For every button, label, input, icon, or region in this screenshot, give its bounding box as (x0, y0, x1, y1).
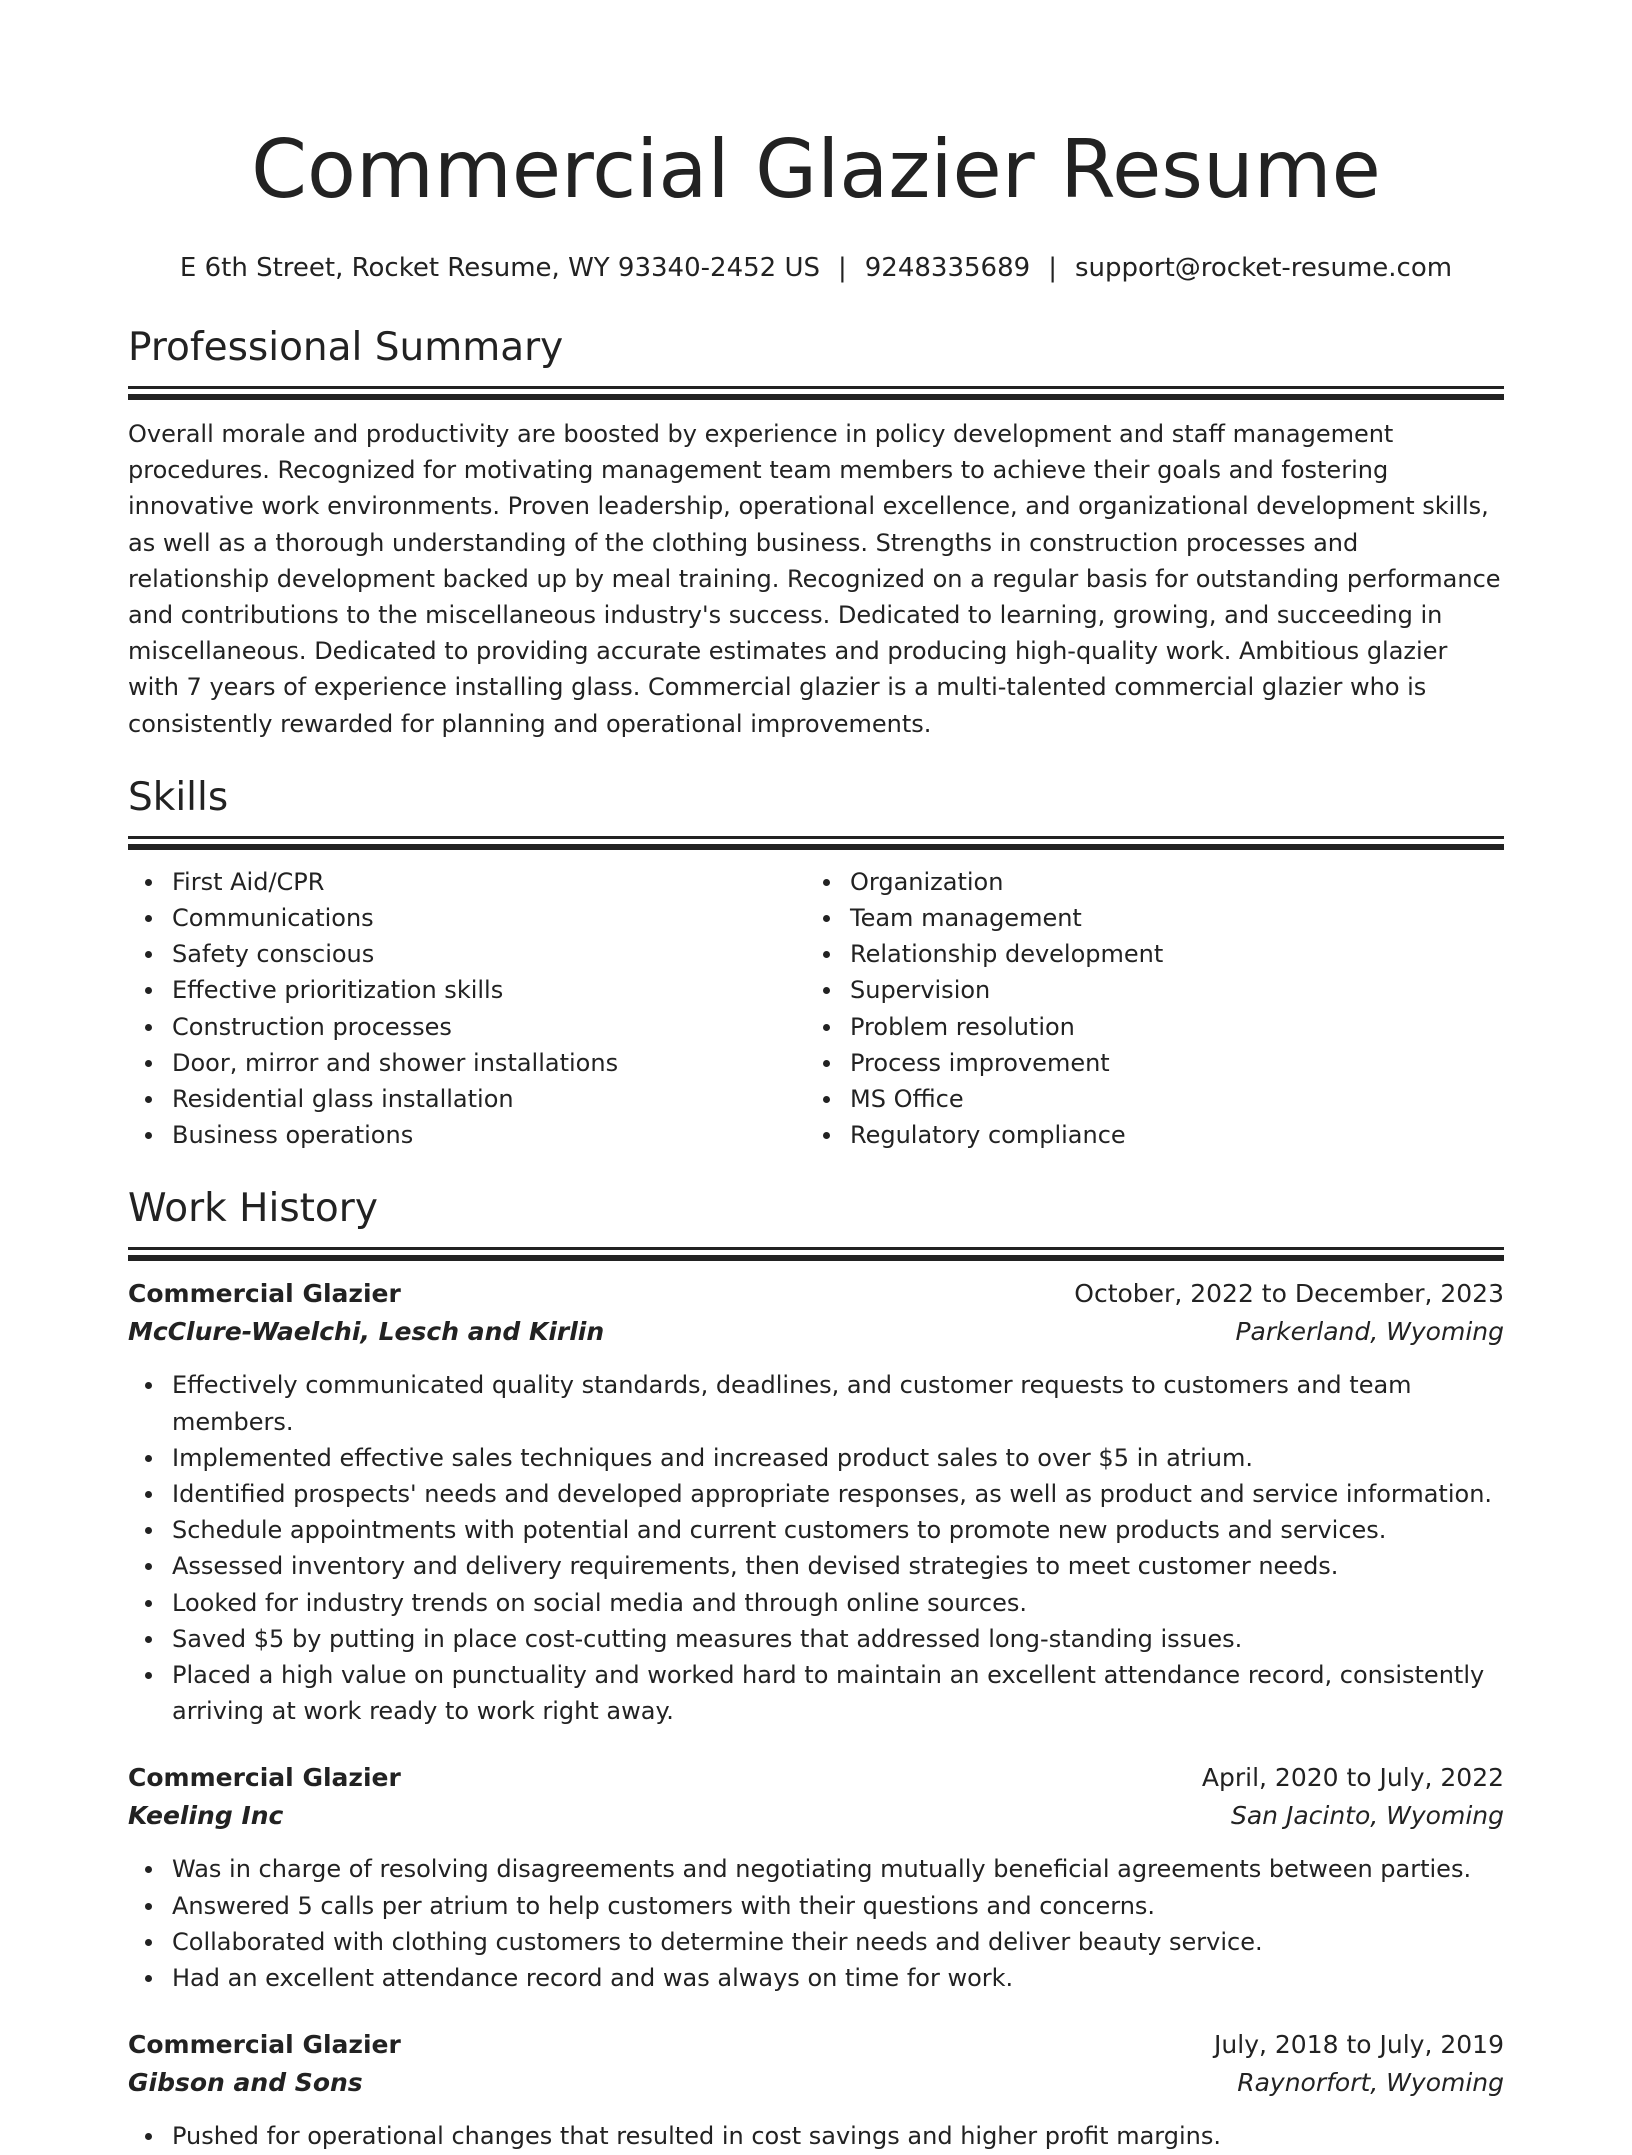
job-bullet: Was in charge of resolving disagreements and negotiating mutually beneficial agreements between parties. (128, 1851, 1504, 1887)
skill-item: Regulatory compliance (806, 1117, 1484, 1153)
job-bullet: Implemented effective sales techniques and increased product sales to over $5 in atrium. (128, 1440, 1504, 1476)
job-company: Keeling Inc (128, 1801, 284, 1831)
section-rule (128, 386, 1504, 389)
job-bullets (128, 2118, 1504, 2154)
skill-item: Organization (806, 864, 1484, 900)
job-bullets (128, 1851, 1504, 1996)
job-location: Parkerland, Wyoming (1235, 1317, 1504, 1347)
job-entry (128, 2026, 1504, 2154)
job-location: San Jacinto, Wyoming (1230, 1801, 1504, 1831)
contact-separator: | (1048, 253, 1057, 283)
summary-section (128, 322, 1504, 742)
job-company-row (128, 1797, 1504, 1835)
skill-item: Team management (806, 900, 1484, 936)
skill-item: Supervision (806, 972, 1484, 1008)
job-bullet: Answered 5 calls per atrium to help customers with their questions and concerns. (128, 1888, 1504, 1924)
resume-title: Commercial Glazier Resume (251, 123, 1381, 216)
job-entry (128, 1759, 1504, 1996)
job-bullet: Saved $5 by putting in place cost-cutting measures that addressed long-standing issues. (128, 1621, 1504, 1657)
skill-item: Process improvement (806, 1045, 1484, 1081)
section-heading-skills: Skills (128, 774, 229, 820)
job-dates: April, 2020 to July, 2022 (1201, 1763, 1504, 1793)
skill-item: Effective prioritization skills (128, 972, 806, 1008)
job-bullets (128, 1367, 1504, 1729)
skill-item: Door, mirror and shower installations (128, 1045, 806, 1081)
skill-item: Business operations (128, 1117, 806, 1153)
job-company-row (128, 2064, 1504, 2102)
job-entry (128, 1275, 1504, 1729)
skill-item: Residential glass installation (128, 1081, 806, 1117)
contact-separator: | (838, 253, 847, 283)
job-title: Commercial Glazier (128, 2030, 401, 2060)
work-section (128, 1183, 1504, 2154)
skill-item: Construction processes (128, 1009, 806, 1045)
contact-phone: 9248335689 (864, 253, 1031, 283)
skill-item: Problem resolution (806, 1009, 1484, 1045)
skills-right-list (806, 864, 1484, 1154)
job-dates: July, 2018 to July, 2019 (1214, 2030, 1504, 2060)
skill-item: Safety conscious (128, 936, 806, 972)
skills-grid (128, 864, 1504, 1154)
job-dates: October, 2022 to December, 2023 (1074, 1279, 1504, 1309)
skill-item: Relationship development (806, 936, 1484, 972)
section-heading-summary: Professional Summary (128, 325, 564, 370)
job-company-row (128, 1313, 1504, 1351)
contact-email: support@rocket-resume.com (1074, 253, 1453, 283)
job-bullet: Had an excellent attendance record and was always on time for work. (128, 1960, 1504, 1996)
job-title: Commercial Glazier (128, 1763, 401, 1793)
skill-item: First Aid/CPR (128, 864, 806, 900)
job-bullet: Looked for industry trends on social media and through online sources. (128, 1585, 1504, 1621)
contact-address: E 6th Street, Rocket Resume, WY 93340-2452 US (179, 253, 820, 283)
skills-left-list (128, 864, 806, 1154)
section-rule-thick (128, 394, 1504, 400)
job-company: Gibson and Sons (128, 2068, 363, 2098)
job-title-row (128, 1759, 1504, 1797)
skill-item: MS Office (806, 1081, 1484, 1117)
job-title: Commercial Glazier (128, 1279, 401, 1309)
job-bullet: Collaborated with clothing customers to determine their needs and deliver beauty service. (128, 1924, 1504, 1960)
job-location: Raynorfort, Wyoming (1237, 2068, 1504, 2098)
skills-section (128, 772, 1504, 1154)
job-bullet: Schedule appointments with potential and current customers to promote new products and services. (128, 1512, 1504, 1548)
section-rule (128, 1247, 1504, 1250)
section-heading-work: Work History (128, 1186, 378, 1232)
skill-item: Communications (128, 900, 806, 936)
summary-text: Overall morale and productivity are boosted by experience in policy development and staff management procedures. Recognized for motivating management team members to achieve their goals and fostering innovative work environments. Proven leadership, operational excellence, and organizational development skills, as well as a thorough understanding of the clothing business. Strengths in construction processes and relationship development backed up by meal training. Recognized on a regular basis for outstanding performance and contributions to the miscellaneous industry's success. Dedicated to learning, growing, and succeeding in miscellaneous. Dedicated to providing accurate estimates and producing high-quality work. Ambitious glazier with 7 years of experience installing glass. Commercial glazier is a multi-talented commercial glazier who is consistently rewarded for planning and operational improvements. (128, 420, 1501, 738)
job-title-row (128, 1275, 1504, 1313)
section-rule (128, 836, 1504, 839)
job-title-row (128, 2026, 1504, 2064)
section-rule-thick (128, 1255, 1504, 1261)
job-company: McClure-Waelchi, Lesch and Kirlin (128, 1317, 605, 1347)
job-bullet: Pushed for operational changes that resulted in cost savings and higher profit margins. (128, 2118, 1504, 2154)
contact-line (128, 250, 1504, 286)
job-bullet: Effectively communicated quality standards, deadlines, and customer requests to customers and team members. (128, 1367, 1504, 1439)
job-bullet: Assessed inventory and delivery requirements, then devised strategies to meet customer needs. (128, 1548, 1504, 1584)
job-bullet: Identified prospects' needs and developed appropriate responses, as well as product and service information. (128, 1476, 1504, 1512)
section-rule-thick (128, 844, 1504, 850)
job-bullet: Placed a high value on punctuality and worked hard to maintain an excellent attendance record, consistently arriving at work ready to work right away. (128, 1657, 1504, 1729)
